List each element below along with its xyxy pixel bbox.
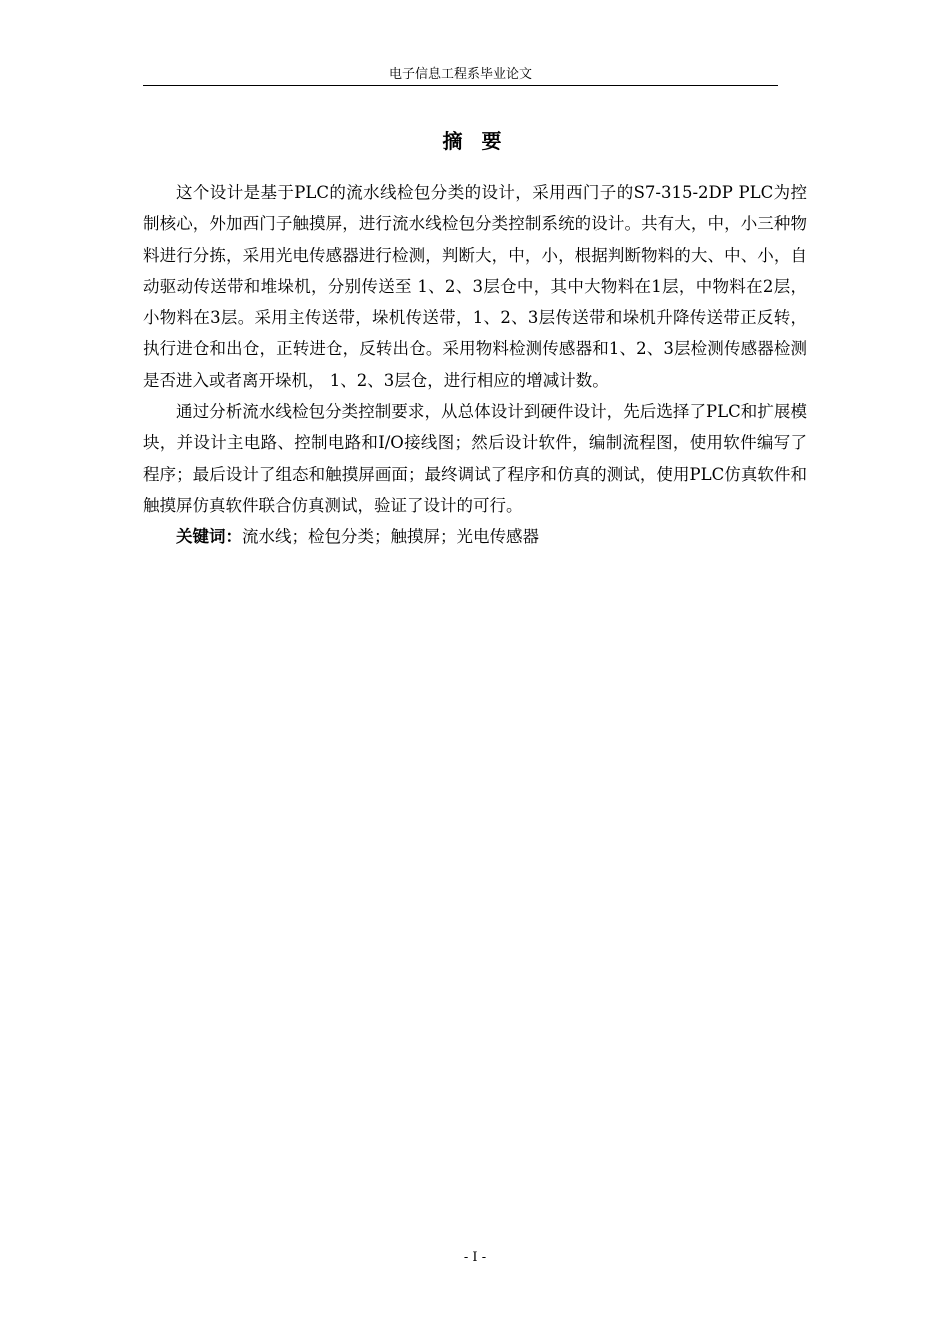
keywords-line (143, 521, 807, 552)
page-number: - I - (463, 1250, 487, 1265)
abstract-title: 摘 要 (442, 129, 508, 153)
abstract-body (143, 177, 807, 553)
abstract-paragraph-1: 这个设计是基于PLC的流水线检包分类的设计，采用西门子的S7-315-2DP PLC为控制核心，外加西门子触摸屏，进行流水线检包分类控制系统的设计。共有大，中，小三种物料进行分拣，采用光电传感器进行检测，判断大，中，小，根据判断物料的大、中、小，自动驱动传送带和堆垛机，分别传送至 1、2、3层仓中，其中大物料在1层，中物料在2层，小物料在3层。采用主传送带，垛机传送带，1、2、3层传送带和垛机升降传送带正反转，执行进仓和出仓，正转进仓，反转出仓。采用物料检测传感器和1、2、3层检测传感器检测是否进入或者离开垛机， 1、2、3层仓，进行相应的增减计数。 (143, 183, 807, 390)
running-header: 电子信息工程系毕业论文 (388, 67, 532, 82)
abstract-paragraph-2: 通过分析流水线检包分类控制要求，从总体设计到硬件设计，先后选择了PLC和扩展模块，并设计主电路、控制电路和I/O接线图；然后设计软件，编制流程图，使用软件编写了程序；最后设计了组态和触摸屏画面；最终调试了程序和仿真的测试，使用PLC仿真软件和触摸屏仿真软件联合仿真测试，验证了设计的可行。 (143, 402, 807, 515)
header-rule (143, 85, 778, 86)
keywords-label: 关键词： (176, 527, 242, 547)
keywords-list: 流水线；检包分类；触摸屏；光电传感器 (242, 527, 539, 547)
